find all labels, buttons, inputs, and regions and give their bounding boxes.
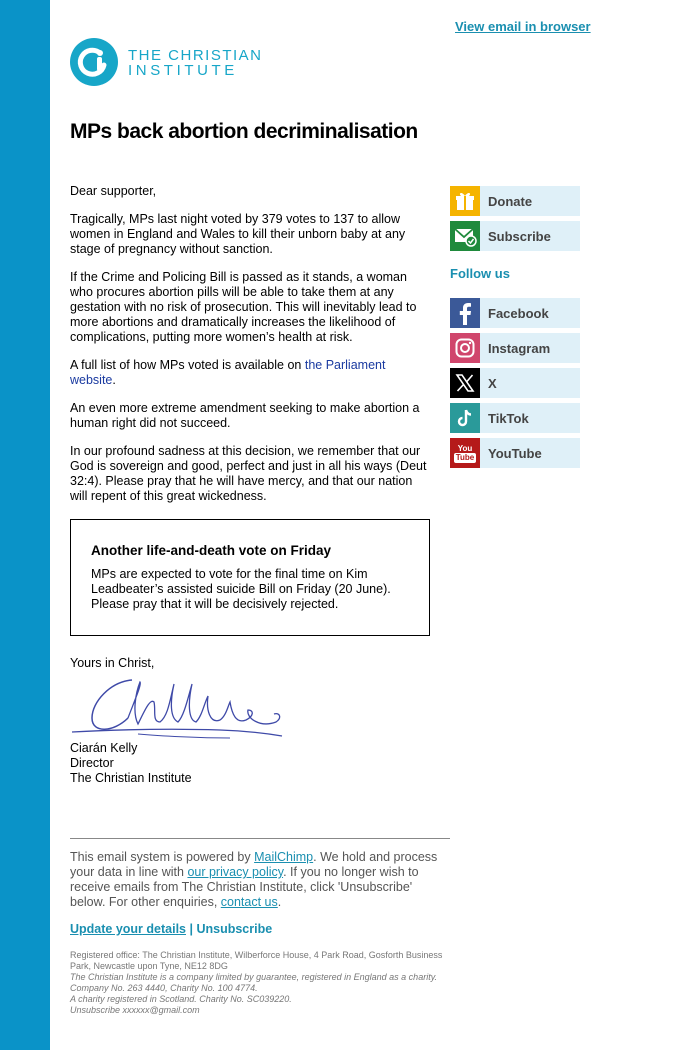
privacy-policy-link[interactable]: our privacy policy bbox=[187, 865, 284, 879]
signer-block bbox=[70, 741, 192, 786]
x-icon bbox=[450, 368, 480, 398]
footer-notice: This email system is powered by MailChimp. We hold and process your data in line with our privacy policy. If you no longer wish to receive emails from The Christian Institute, click 'Unsubscribe' below. For other enquiries, contact us. bbox=[70, 850, 438, 909]
tiktok-icon bbox=[450, 403, 480, 433]
paragraph-4: An even more extreme amendment seeking to make abortion a human right did not succeed. bbox=[70, 401, 420, 430]
x-button[interactable] bbox=[450, 368, 580, 398]
legal-text bbox=[70, 950, 450, 1016]
instagram-icon bbox=[450, 333, 480, 363]
signer-name: Ciarán Kelly bbox=[70, 741, 138, 755]
envelope-check-icon bbox=[450, 221, 480, 251]
facebook-icon bbox=[450, 298, 480, 328]
scotland-charity: A charity registered in Scotland. Charity No. SC039220. bbox=[70, 994, 292, 1004]
unsubscribe-email: Unsubscribe xxxxxx@gmail.com bbox=[70, 1005, 200, 1015]
logo[interactable] bbox=[70, 38, 270, 90]
subscribe-label: Subscribe bbox=[488, 228, 551, 244]
donate-button[interactable] bbox=[450, 186, 580, 216]
donate-label: Donate bbox=[488, 193, 533, 209]
facebook-label: Facebook bbox=[488, 305, 549, 321]
update-details-link[interactable]: Update your details bbox=[70, 922, 186, 936]
paragraph-3: A full list of how MPs voted is available on the Parliament website. bbox=[70, 358, 386, 387]
greeting: Dear supporter, bbox=[70, 184, 157, 198]
logo-wordmark: THE CHRISTIAN INSTITUTE bbox=[128, 47, 263, 79]
email-body bbox=[70, 184, 430, 517]
unsubscribe-link[interactable]: Unsubscribe bbox=[196, 922, 273, 936]
footer-links: Update your details | Unsubscribe bbox=[70, 922, 273, 936]
callout-box bbox=[70, 519, 430, 636]
registered-office: Registered office: The Christian Institute, Wilberforce House, 4 Park Road, Gosforth Business Park, Newcastle upon Tyne, NE12 8DG bbox=[70, 950, 443, 971]
subscribe-button[interactable] bbox=[450, 221, 580, 251]
tiktok-button[interactable] bbox=[450, 403, 580, 433]
closing-salutation: Yours in Christ, bbox=[70, 656, 155, 670]
youtube-button[interactable] bbox=[450, 438, 580, 468]
follow-us-heading: Follow us bbox=[450, 266, 510, 281]
youtube-label: YouTube bbox=[488, 445, 542, 461]
signature-image bbox=[70, 672, 285, 744]
callout-title: Another life-and-death vote on Friday bbox=[91, 543, 332, 558]
instagram-label: Instagram bbox=[488, 340, 551, 356]
parliament-website-link[interactable]: the Parliament website bbox=[70, 358, 386, 387]
view-in-browser-link[interactable]: View email in browser bbox=[455, 19, 591, 34]
callout-text: MPs are expected to vote for the final time on Kim Leadbeater’s assisted suicide Bill on Friday (20 June). Please pray that it will be decisively rejected. bbox=[91, 567, 391, 611]
instagram-button[interactable] bbox=[450, 333, 580, 363]
footer-divider bbox=[70, 838, 450, 839]
paragraph-1: Tragically, MPs last night voted by 379 votes to 137 to allow women in England and Wales to kill their unborn baby at any stage of pregnancy without sanction. bbox=[70, 212, 406, 256]
facebook-button[interactable] bbox=[450, 298, 580, 328]
christian-institute-logo-icon bbox=[70, 38, 118, 86]
mailchimp-link[interactable]: MailChimp bbox=[254, 850, 314, 864]
company-status: The Christian Institute is a company limited by guarantee, registered in England as a charity. bbox=[70, 972, 438, 982]
left-accent-bar bbox=[0, 0, 50, 1050]
youtube-icon: You Tube bbox=[450, 438, 480, 468]
signer-org: The Christian Institute bbox=[70, 771, 192, 785]
signer-title: Director bbox=[70, 756, 114, 770]
contact-us-link[interactable]: contact us bbox=[220, 895, 278, 909]
x-label: X bbox=[488, 375, 497, 391]
gift-icon bbox=[450, 186, 480, 216]
page-title: MPs back abortion decriminalisation bbox=[70, 120, 418, 143]
paragraph-2: If the Crime and Policing Bill is passed as it stands, a woman who procures abortion pills will be able to take them at any gestation with no risk of prosecution. This will inevitably lead to more abortions and dramatically increases the likelihood of complications, putting more women’s health at risk. bbox=[70, 270, 417, 344]
paragraph-5: In our profound sadness at this decision, we remember that our God is sovereign and good, perfect and just in all his ways (Deut 32:4). Please pray that he will have mercy, and that our nation will repent of this great wickedness. bbox=[70, 444, 427, 503]
company-numbers: Company No. 263 4440, Charity No. 100 4774. bbox=[70, 983, 258, 993]
tiktok-label: TikTok bbox=[488, 410, 529, 426]
